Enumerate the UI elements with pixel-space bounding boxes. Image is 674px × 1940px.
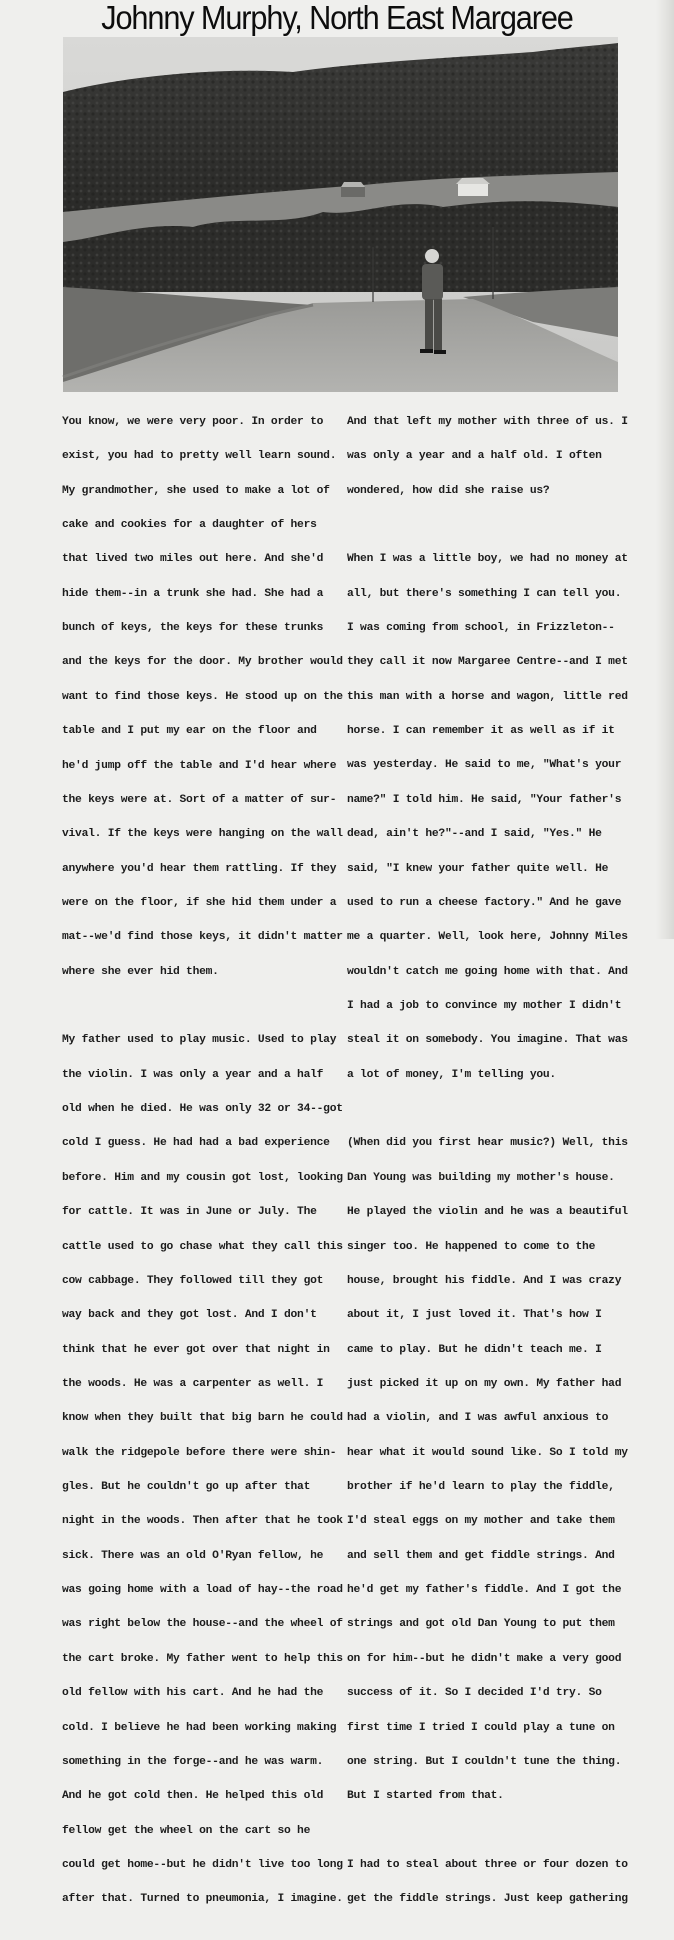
text-line: success of it. So I decided I'd try. So bbox=[347, 1687, 602, 1700]
page-edge-shadow bbox=[656, 0, 674, 939]
text-line: a lot of money, I'm telling you. bbox=[347, 1068, 556, 1081]
text-line: before. Him and my cousin got lost, looking bbox=[62, 1171, 343, 1184]
text-line: where she ever hid them. bbox=[62, 965, 219, 978]
paragraph bbox=[347, 1116, 643, 1826]
text-line: And he got cold then. He helped this old bbox=[62, 1790, 324, 1803]
text-line: think that he ever got over that night in bbox=[62, 1343, 330, 1356]
text-line: wondered, how did she raise us? bbox=[347, 484, 550, 497]
text-line: just picked it up on my own. My father had bbox=[347, 1377, 622, 1390]
text-line: exist, you had to pretty well learn sound. bbox=[62, 450, 337, 463]
text-line: cold. I believe he had been working making bbox=[62, 1721, 337, 1734]
text-line: about it, I just loved it. That's how I bbox=[347, 1309, 602, 1322]
text-line: He played the violin and he was a beautiful bbox=[347, 1206, 628, 1219]
text-line: horse. I can remember it as well as if it bbox=[347, 725, 615, 738]
text-line: cold I guess. He had had a bad experience bbox=[62, 1137, 330, 1150]
paragraph bbox=[347, 531, 643, 1104]
text-line: all, but there's something I can tell you. bbox=[347, 587, 622, 600]
text-line: When I was a little boy, we had no money at bbox=[347, 553, 628, 566]
text-line: My grandmother, she used to make a lot of bbox=[62, 484, 330, 497]
text-line: had a violin, and I was awful anxious to bbox=[347, 1412, 609, 1425]
text-line: gles. But he couldn't go up after that bbox=[62, 1481, 311, 1494]
text-line: bunch of keys, the keys for these trunks bbox=[62, 622, 324, 635]
text-line: vival. If the keys were hanging on the wall bbox=[62, 828, 343, 841]
text-line: I'd steal eggs on my mother and take them bbox=[347, 1515, 615, 1528]
text-line: were on the floor, if she hid them under a bbox=[62, 896, 337, 909]
text-line: cake and cookies for a daughter of hers bbox=[62, 518, 317, 531]
text-line: But I started from that. bbox=[347, 1790, 504, 1803]
text-line: hear what it would sound like. So I told my bbox=[347, 1446, 628, 1459]
article-photo bbox=[63, 37, 618, 392]
text-line: dead, ain't he?"--and I said, "Yes." He bbox=[347, 828, 602, 841]
text-line: way back and they got lost. And I don't bbox=[62, 1309, 317, 1322]
text-line: the violin. I was only a year and a half bbox=[62, 1068, 324, 1081]
text-line: table and I put my ear on the floor and bbox=[62, 725, 317, 738]
text-line: name?" I told him. He said, "Your father's bbox=[347, 793, 622, 806]
paragraph bbox=[347, 1837, 643, 1929]
text-line: strings and got old Dan Young to put them bbox=[347, 1618, 615, 1631]
text-line: first time I tried I could play a tune on bbox=[347, 1721, 615, 1734]
text-line: said, "I knew your father quite well. He bbox=[347, 862, 609, 875]
text-line: night in the woods. Then after that he took bbox=[62, 1515, 343, 1528]
text-line: old when he died. He was only 32 or 34--got bbox=[62, 1103, 343, 1116]
text-line: And that left my mother with three of us. I bbox=[347, 415, 628, 428]
text-line: and sell them and get fiddle strings. And bbox=[347, 1549, 615, 1562]
text-line: this man with a horse and wagon, little red bbox=[347, 690, 628, 703]
text-line: (When did you first hear music?) Well, this bbox=[347, 1137, 628, 1150]
text-line: used to run a cheese factory." And he gave bbox=[347, 896, 622, 909]
paragraph bbox=[347, 394, 643, 520]
text-line: I was coming from school, in Frizzleton-- bbox=[347, 622, 615, 635]
text-line: mat--we'd find those keys, it didn't matter bbox=[62, 931, 343, 944]
text-line: one string. But I couldn't tune the thing. bbox=[347, 1755, 622, 1768]
text-line: they call it now Margaree Centre--and I met bbox=[347, 656, 628, 669]
text-line: for cattle. It was in June or July. The bbox=[62, 1206, 317, 1219]
text-line: he'd jump off the table and I'd hear where bbox=[62, 759, 337, 772]
text-line: steal it on somebody. You imagine. That was bbox=[347, 1034, 628, 1047]
text-line: get the fiddle strings. Just keep gathering bbox=[347, 1893, 628, 1906]
text-line: he'd get my father's fiddle. And I got the bbox=[347, 1584, 622, 1597]
text-line: after that. Turned to pneumonia, I imagine. bbox=[62, 1893, 343, 1906]
text-line: brother if he'd learn to play the fiddle, bbox=[347, 1481, 615, 1494]
text-line: old fellow with his cart. And he had the bbox=[62, 1687, 324, 1700]
text-line: and the keys for the door. My brother would bbox=[62, 656, 343, 669]
text-line: hide them--in a trunk she had. She had a bbox=[62, 587, 324, 600]
text-line: walk the ridgepole before there were shin- bbox=[62, 1446, 337, 1459]
text-line: want to find those keys. He stood up on the bbox=[62, 690, 343, 703]
text-line: the cart broke. My father went to help this bbox=[62, 1652, 343, 1665]
text-line: house, brought his fiddle. And I was crazy bbox=[347, 1274, 622, 1287]
text-line: me a quarter. Well, look here, Johnny Miles bbox=[347, 931, 628, 944]
text-line: I had a job to convince my mother I didn't bbox=[347, 1000, 622, 1012]
photo-image-icon bbox=[63, 37, 618, 392]
text-line: fellow get the wheel on the cart so he bbox=[62, 1824, 311, 1837]
right-text-column bbox=[347, 394, 643, 1940]
text-line: cattle used to go chase what they call this bbox=[62, 1240, 343, 1253]
text-line: was only a year and a half old. I often bbox=[347, 450, 602, 463]
text-line: was right below the house--and the wheel of bbox=[62, 1618, 343, 1631]
text-line: cow cabbage. They followed till they got bbox=[62, 1274, 324, 1287]
text-line: was yesterday. He said to me, "What's your bbox=[347, 759, 622, 772]
text-line: something in the forge--and he was warm. bbox=[62, 1755, 324, 1768]
text-line: know when they built that big barn he could bbox=[62, 1412, 343, 1425]
text-line: was going home with a load of hay--the road bbox=[62, 1584, 343, 1597]
text-line: My father used to play music. Used to play bbox=[62, 1034, 337, 1047]
text-line: sick. There was an old O'Ryan fellow, he bbox=[62, 1549, 324, 1562]
text-line: the keys were at. Sort of a matter of sur- bbox=[62, 793, 337, 806]
paragraph bbox=[62, 1012, 348, 1928]
text-line: the woods. He was a carpenter as well. I bbox=[62, 1377, 324, 1390]
text-line: came to play. But he didn't teach me. I bbox=[347, 1343, 602, 1356]
text-line: on for him--but he didn't make a very good bbox=[347, 1652, 622, 1665]
text-line: singer too. He happened to come to the bbox=[347, 1240, 596, 1253]
paragraph bbox=[62, 394, 348, 1001]
text-line: You know, we were very poor. In order to bbox=[62, 415, 324, 428]
article-title: Johnny Murphy, North East Margaree bbox=[101, 0, 573, 36]
text-line: that lived two miles out here. And she'd bbox=[62, 553, 324, 566]
text-line: Dan Young was building my mother's house. bbox=[347, 1171, 615, 1184]
text-line: anywhere you'd hear them rattling. If they bbox=[62, 862, 337, 875]
text-line: could get home--but he didn't live too long bbox=[62, 1858, 343, 1871]
text-line: wouldn't catch me going home with that. And bbox=[347, 965, 628, 978]
text-line: I had to steal about three or four dozen to bbox=[347, 1858, 628, 1871]
left-text-column bbox=[62, 394, 348, 1940]
